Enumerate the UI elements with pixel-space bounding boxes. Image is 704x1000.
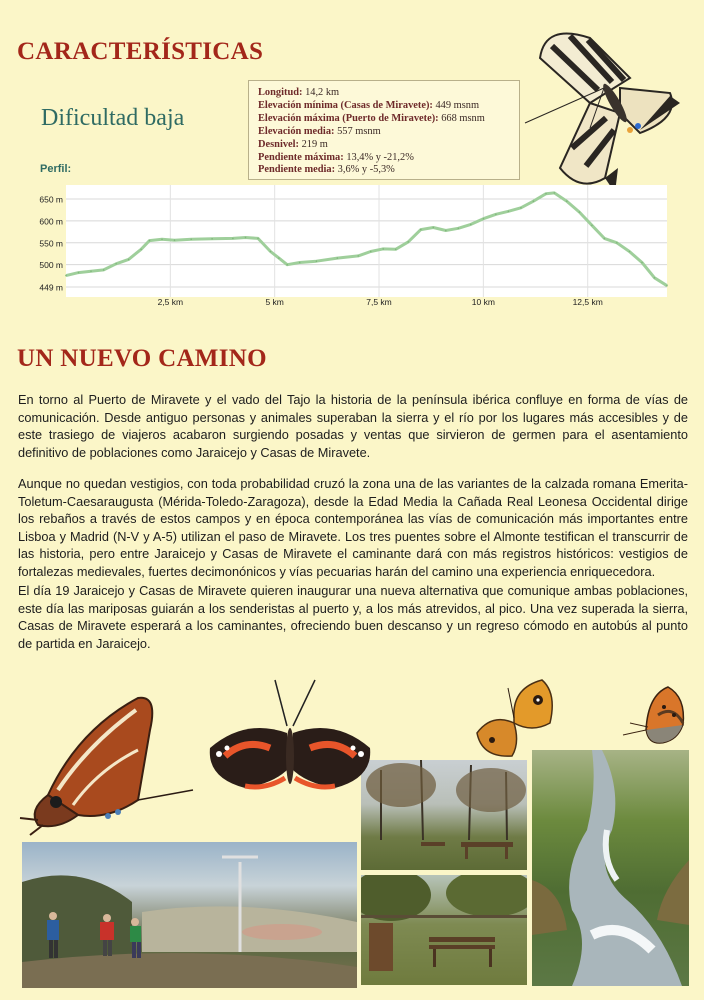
body-paragraph-2: Aunque no quedan vestigios, con toda probabilidad cruzó la zona una de las variantes de la calzada romana Emerita-Toletum-Caesaraugusta (Mérida-Toledo-Zaragoza), desde la Edad Media la Cañada Real Leonesa Occidental dirige los rebaños a través de estos campos y en época contemporánea las vías de comunicación más importantes entre Lisboa y Madrid (N-V y A-5) utilizan el paso de Miravete. Los tres puentes sobre el Almonte testifican el transcurrir de las historia, pero entre Jaraicejo y Casas de Miravete el caminante dará con más registros históricos: vestigios de fortalezas medievales, fuertes decimonónicos y vías pecuarias harán del camino una experiencia enriquecedora.: [18, 476, 688, 579]
stat-pendiente-maxima: Pendiente máxima: 13,4% y -21,2%: [258, 151, 414, 163]
profile-point: [483, 218, 485, 220]
profile-point: [103, 269, 105, 271]
difficulty-label: Dificultad baja: [41, 105, 185, 131]
profile-point: [545, 193, 547, 195]
profile-point: [554, 192, 556, 194]
profile-point: [357, 255, 359, 257]
y-tick-label: 500 m: [39, 260, 63, 271]
stats-box: [248, 80, 520, 180]
profile-point: [458, 228, 460, 230]
profile-point: [382, 248, 384, 250]
profile-point: [270, 251, 272, 253]
profile-point: [299, 262, 301, 264]
profile-point: [616, 242, 618, 244]
profile-point: [65, 275, 67, 277]
profile-point: [140, 249, 142, 251]
body-paragraph-1: En torno al Puerto de Miravete y el vado del Tajo la historia de la península ibérica confluye en forma de vías de comunicación. Desde antiguo personas y animales superaban la sierra y el río por los lugares más accesibles y de este trasiego de viajeros acabaron surgiendo posadas y ventas que sirvieron de germen para el asentamiento definitivo de poblaciones como Jaraicejo y Casas de Miravete.: [18, 392, 688, 460]
bench-photo: [361, 875, 527, 985]
x-tick-label: 5 km: [265, 297, 284, 307]
y-tick-label: 550 m: [39, 238, 63, 249]
profile-point: [591, 225, 593, 227]
profile-point: [149, 240, 151, 242]
y-tick-label: 600 m: [39, 216, 63, 227]
profile-point: [604, 238, 606, 240]
hikers-photo: [22, 842, 357, 988]
profile-point: [257, 238, 259, 240]
profile-point: [128, 259, 130, 261]
red-admiral-butterfly-image: [205, 678, 375, 803]
profile-point: [666, 285, 668, 287]
stream-photo: [532, 750, 689, 986]
profile-point: [78, 272, 80, 274]
bench-scene-icon: [361, 875, 527, 985]
profile-point: [566, 200, 568, 202]
profile-point: [533, 200, 535, 202]
perfil-label: Perfil:: [40, 163, 72, 175]
swallowtail-butterfly-image: [520, 18, 685, 196]
pasha-butterfly-image: [18, 690, 198, 840]
profile-point: [245, 237, 247, 239]
profile-point: [278, 257, 280, 259]
body-paragraph-3: El día 19 Jaraicejo y Casas de Miravete quieren inaugurar una nueva alternativa que comunique ambas poblaciones, este día las mariposas guiarán a los senderistas al puerto y, a los más atrevidos, al pico. Una vez superada la sierra, Casas de Miravete esperará a los caminantes, ofreciendo buen descanso y un regreso cómodo en autobús al punto de partida en Jaraicejo.: [18, 583, 688, 651]
small-copper-butterfly-image: [618, 685, 690, 750]
x-tick-label: 12,5 km: [572, 297, 603, 307]
stat-elevacion-maxima: Elevación máxima (Puerto de Miravete): 668 msnm: [258, 112, 485, 124]
profile-point: [579, 211, 581, 213]
profile-point: [90, 270, 92, 272]
profile-point: [433, 227, 435, 229]
profile-point: [190, 239, 192, 241]
nuevo-camino-heading: UN NUEVO CAMINO: [17, 345, 267, 372]
profile-point: [654, 277, 656, 279]
x-tick-label: 10 km: [471, 297, 495, 307]
profile-point: [316, 260, 318, 262]
stat-elevacion-minima: Elevación mínima (Casas de Miravete): 449 msnm: [258, 99, 480, 111]
elevation-profile-chart: [0, 185, 704, 310]
profile-point: [115, 263, 117, 265]
stream-scene-icon: [532, 750, 689, 986]
profile-point: [520, 207, 522, 209]
picnic-scene-icon: [361, 760, 527, 870]
stat-pendiente-media: Pendiente media: 3,6% y -5,3%: [258, 164, 395, 176]
y-tick-label: 449 m: [39, 282, 63, 293]
profile-point: [508, 211, 510, 213]
profile-point: [629, 251, 631, 253]
caracteristicas-heading: CARACTERÍSTICAS: [17, 38, 264, 65]
stat-elevacion-media: Elevación media: 557 msnm: [258, 125, 381, 137]
stat-desnivel: Desnivel: 219 m: [258, 138, 328, 150]
profile-point: [420, 229, 422, 231]
profile-point: [395, 249, 397, 251]
profile-point: [641, 262, 643, 264]
x-tick-label: 2,5 km: [157, 297, 184, 307]
profile-point: [495, 214, 497, 216]
meadow-brown-butterfly-image: [472, 678, 557, 763]
picnic-tables-photo: [361, 760, 527, 870]
profile-point: [211, 238, 213, 240]
profile-point: [337, 257, 339, 259]
profile-point: [445, 230, 447, 232]
hikers-scene-icon: [22, 842, 357, 988]
profile-point: [370, 251, 372, 253]
x-tick-label: 7,5 km: [366, 297, 392, 307]
profile-point: [470, 224, 472, 226]
profile-point: [286, 264, 288, 266]
stat-longitud: Longitud: 14,2 km: [258, 87, 340, 98]
profile-point: [407, 241, 409, 243]
profile-point: [174, 239, 176, 241]
profile-point: [161, 239, 163, 241]
y-tick-label: 650 m: [39, 194, 63, 205]
profile-point: [232, 238, 234, 240]
